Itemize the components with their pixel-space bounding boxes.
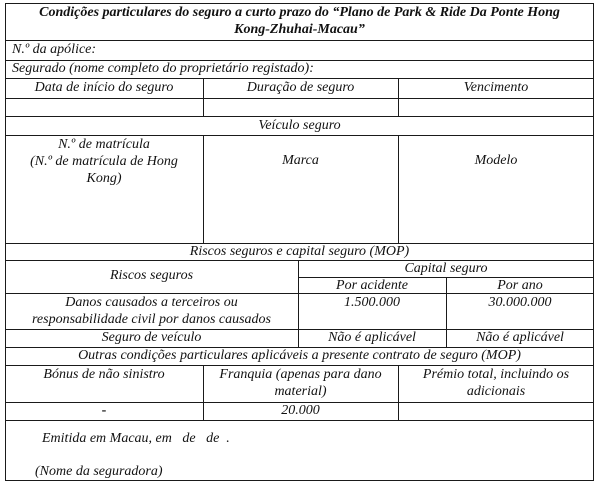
duration-label: Duração de seguro: [246, 80, 355, 95]
franchise-label-line1: Franquia (apenas para dano: [219, 367, 382, 382]
expiry-label: Vencimento: [463, 80, 529, 95]
risks-section-title: Riscos seguros e capital seguro (MOP): [189, 244, 410, 259]
divider: [5, 78, 594, 79]
bonus-label: Bónus de não sinistro: [43, 367, 165, 382]
other-section-title: Outras condições particulares aplicáveis a presente contrato de seguro (MOP): [78, 348, 521, 363]
third-party-line2: responsabilidade civil por danos causados: [31, 312, 272, 327]
vehicle-section-title: Veículo seguro: [258, 118, 341, 133]
bonus-value: -: [101, 403, 107, 418]
policy-number-label: N.º da apólice:: [12, 42, 97, 57]
insurer-name-text: (Nome da seguradora): [35, 464, 163, 479]
insured-label: Segurado (nome completo do proprietário registado):: [12, 61, 314, 76]
form-title-line2: Kong-Zhuhai-Macau”: [234, 22, 365, 37]
start-date-label: Data de início do seguro: [34, 80, 174, 95]
form-title-line1: Condições particulares do seguro a curto prazo do “Plano de Park & Ride Da Ponte Hong: [39, 5, 560, 20]
franchise-value: 20.000: [281, 403, 320, 418]
third-party-per-year: 30.000.000: [488, 295, 552, 310]
vehicle-per-year: Não é aplicável: [476, 330, 564, 345]
franchise-label-line2: material): [274, 384, 327, 399]
per-accident-label: Por acidente: [336, 278, 408, 293]
plate-label-line1: N.º de matrícula: [58, 137, 150, 152]
premium-label-line2: adicionais: [466, 384, 526, 399]
divider: [5, 420, 594, 421]
plate-label-line2: (N.º de matrícula de Hong: [30, 154, 178, 169]
risks-label: Riscos seguros: [109, 268, 194, 283]
issued-text: Emitida em Macau, em de de .: [42, 431, 230, 446]
divider: [5, 135, 594, 136]
capital-label: Capital seguro: [404, 261, 488, 276]
premium-label-line1: Prémio total, incluindo os: [422, 367, 570, 382]
per-year-label: Por ano: [497, 278, 543, 293]
brand-label: Marca: [282, 153, 319, 168]
plate-label-line3: Kong): [86, 171, 122, 186]
divider: [5, 116, 594, 117]
vehicle-insurance-label: Seguro de veículo: [101, 330, 202, 345]
third-party-per-accident: 1.500.000: [344, 295, 400, 310]
divider: [203, 135, 204, 243]
divider: [5, 98, 594, 99]
form-title: [5, 4, 594, 38]
divider: [5, 365, 594, 366]
vehicle-per-accident: Não é aplicável: [328, 330, 416, 345]
third-party-line1: Danos causados a terceiros ou: [65, 295, 238, 310]
divider: [5, 40, 594, 41]
model-label: Modelo: [474, 153, 518, 168]
divider: [398, 135, 399, 243]
